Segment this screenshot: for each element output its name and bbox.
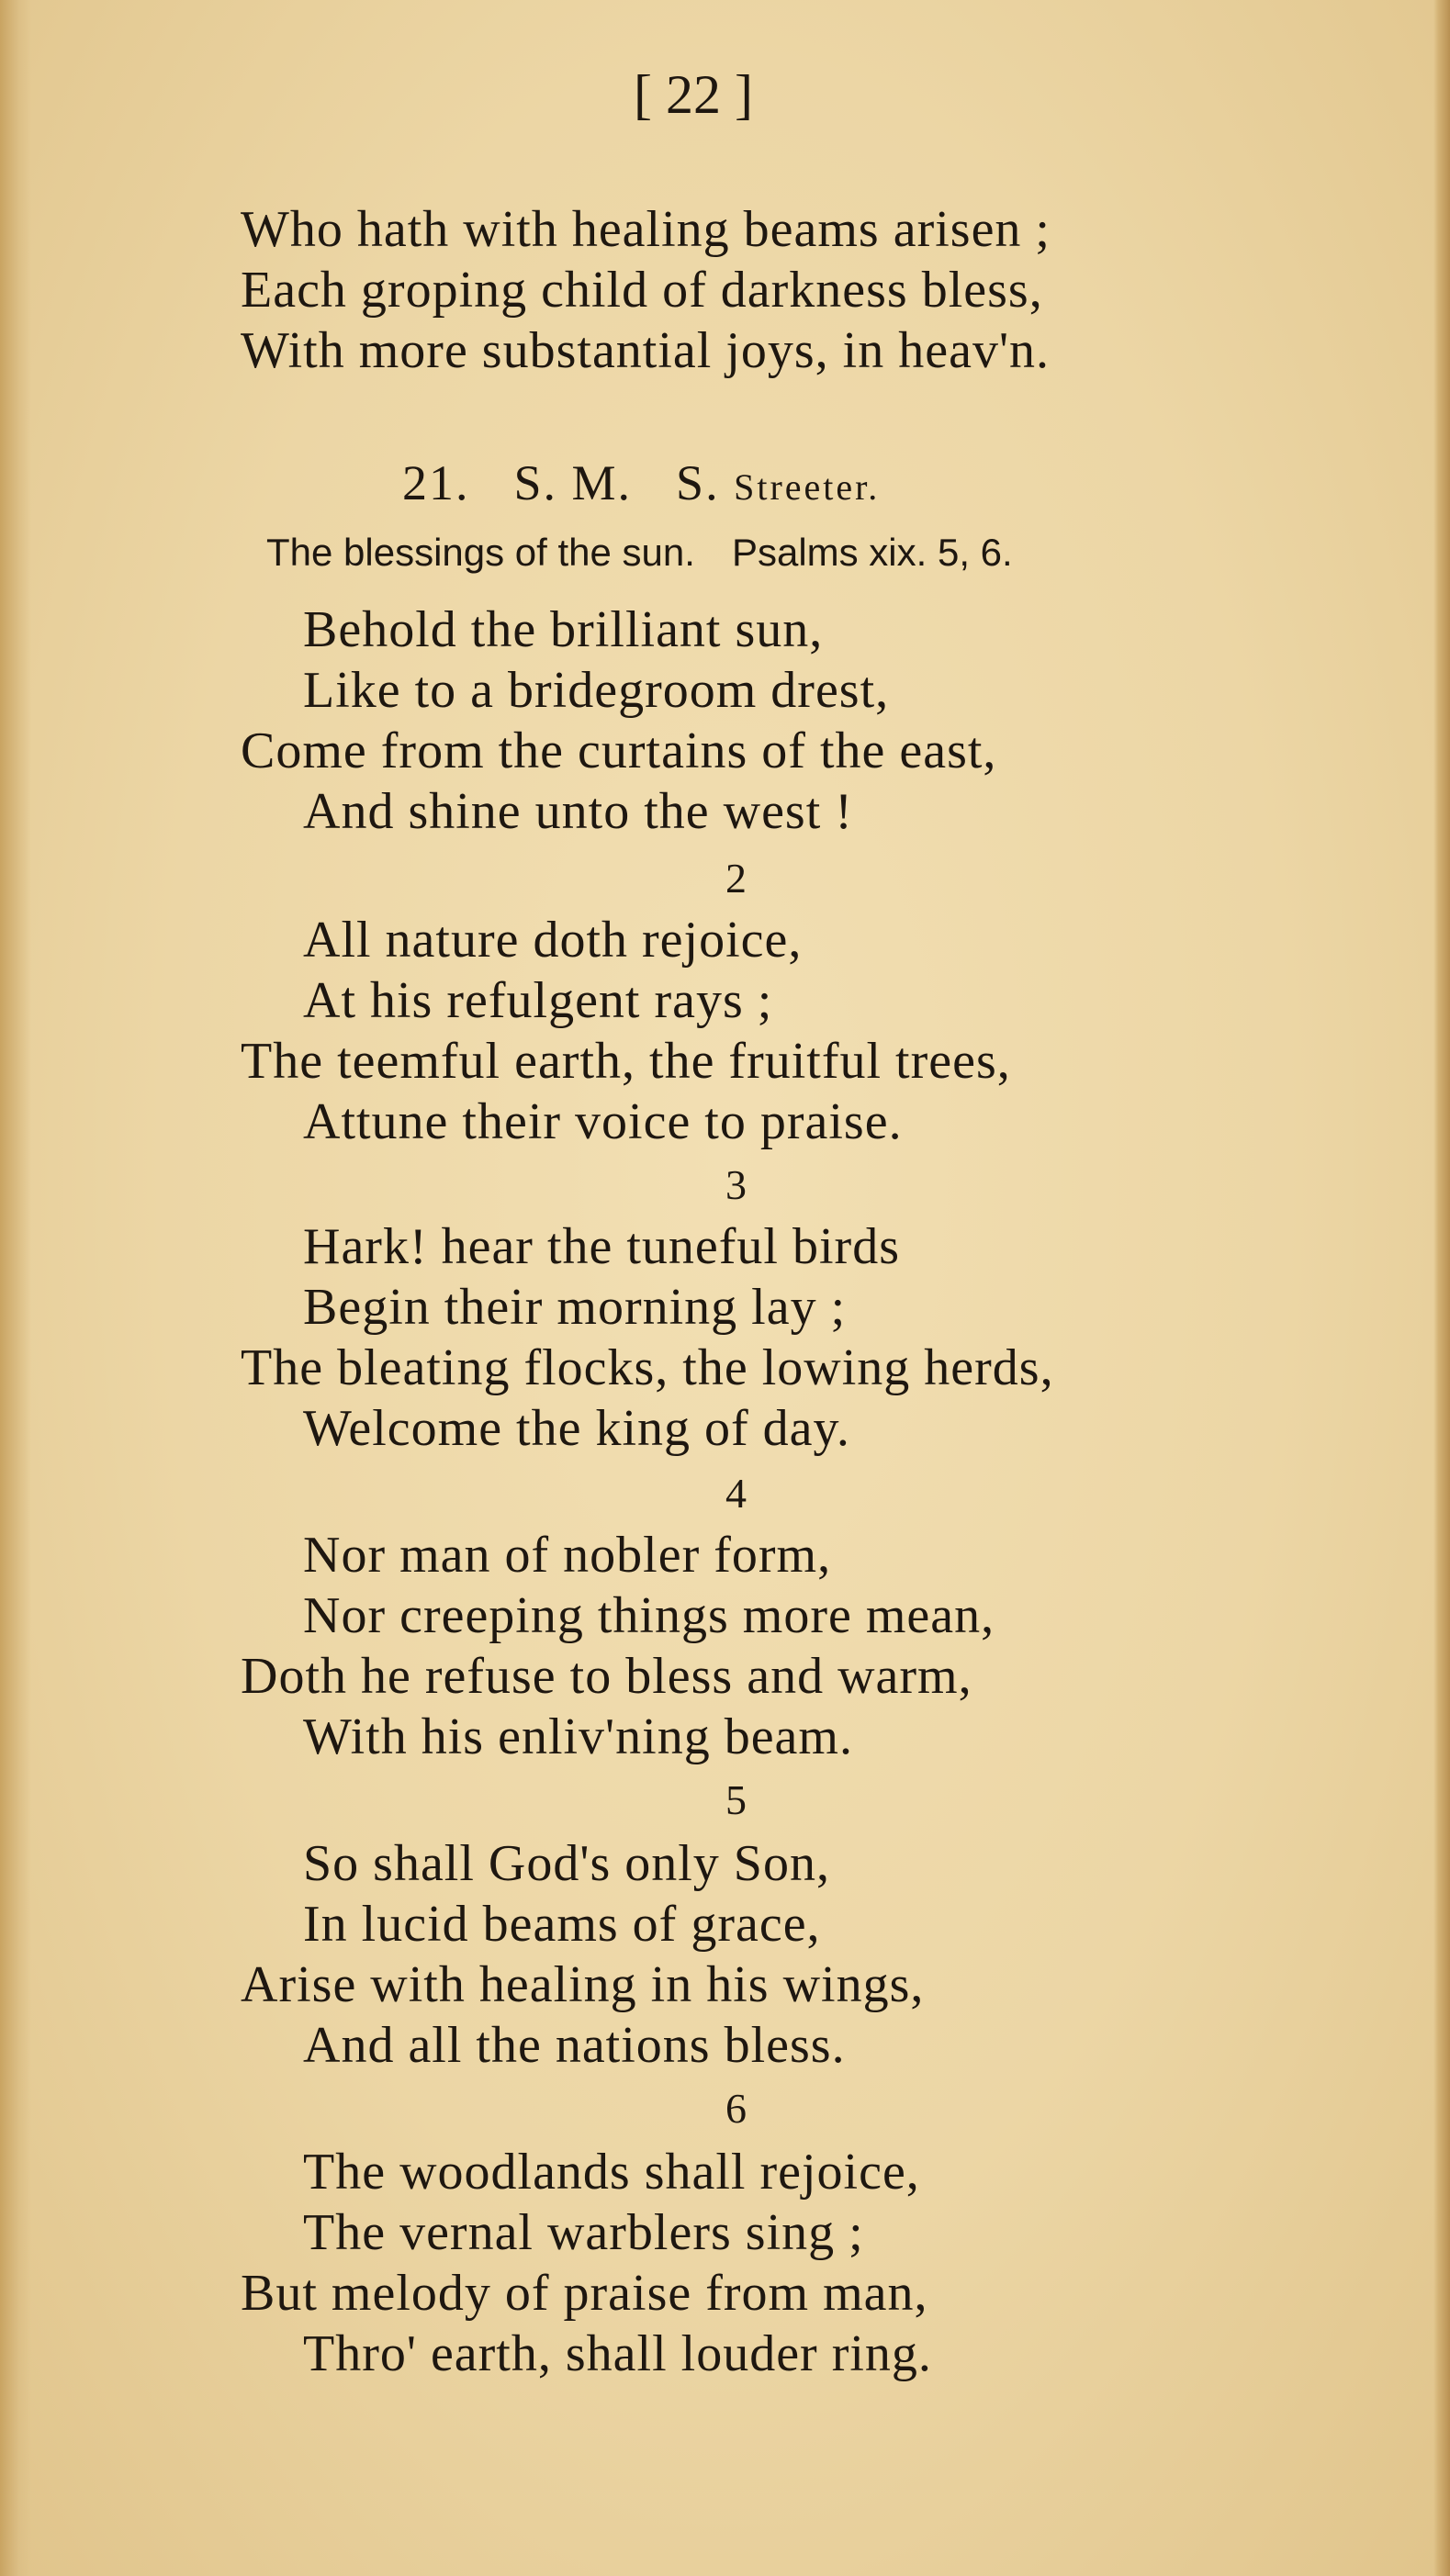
page-edge-left (0, 0, 31, 2576)
verse-line: At his refulgent rays ; (303, 972, 773, 1029)
verse-line: Thro' earth, shall louder ring. (303, 2325, 932, 2382)
verse-line: With his enliv'ning beam. (303, 1708, 853, 1765)
verse-line: Behold the brilliant sun, (303, 601, 824, 658)
verse-line: Welcome the king of day. (303, 1400, 850, 1457)
hymn-subtitle-text: The blessings of the sun. (266, 531, 695, 574)
verse-number: 3 (725, 1161, 747, 1208)
verse-line: Come from the curtains of the east, (241, 722, 997, 779)
verse-line: Doth he refuse to bless and warm, (241, 1648, 972, 1705)
hymn-subtitle (266, 529, 1013, 577)
hymn-heading (402, 454, 880, 517)
verse-line: But melody of praise from man, (241, 2265, 928, 2322)
opening-line: With more substantial joys, in heav'n. (241, 322, 1051, 379)
verse-number: 4 (725, 1470, 747, 1517)
verse-line: The woodlands shall rejoice, (303, 2144, 920, 2201)
verse-number: 6 (725, 2085, 747, 2132)
opening-line: Who hath with healing beams arisen ; (241, 201, 1051, 258)
verse-number: 2 (725, 855, 747, 902)
verse-line: Hark! hear the tuneful birds (303, 1218, 900, 1275)
composer-initial: S. (676, 455, 720, 510)
verse-line: Arise with healing in his wings, (241, 1956, 925, 2013)
scripture-reference: Psalms xix. 5, 6. (731, 531, 1013, 574)
verse-line: Like to a bridegroom drest, (303, 662, 890, 719)
verse-line: So shall God's only Son, (303, 1835, 830, 1892)
verse-line: The bleating flocks, the lowing herds, (241, 1339, 1054, 1396)
verse-line: Attune their voice to praise. (303, 1093, 903, 1150)
hymn-meter: S. M. (513, 455, 633, 510)
verse-line: In lucid beams of grace, (303, 1896, 821, 1953)
verse-line: And all the nations bless. (303, 2017, 846, 2074)
verse-line: All nature doth rejoice, (303, 912, 803, 969)
hymn-number: 21. (402, 455, 470, 510)
verse-line: And shine unto the west ! (303, 783, 853, 840)
page-edge-right (1433, 0, 1450, 2576)
verse-line: Begin their morning lay ; (303, 1279, 847, 1336)
verse-line: Nor creeping things more mean, (303, 1587, 995, 1644)
verse-line: Nor man of nobler form, (303, 1527, 832, 1584)
verse-line: The teemful earth, the fruitful trees, (241, 1033, 1011, 1090)
verse-number: 5 (725, 1776, 747, 1823)
opening-line: Each groping child of darkness bless, (241, 262, 1043, 319)
verse-line: The vernal warblers sing ; (303, 2204, 864, 2261)
page-number: [ 22 ] (634, 64, 753, 125)
composer-surname: Streeter. (734, 466, 881, 508)
